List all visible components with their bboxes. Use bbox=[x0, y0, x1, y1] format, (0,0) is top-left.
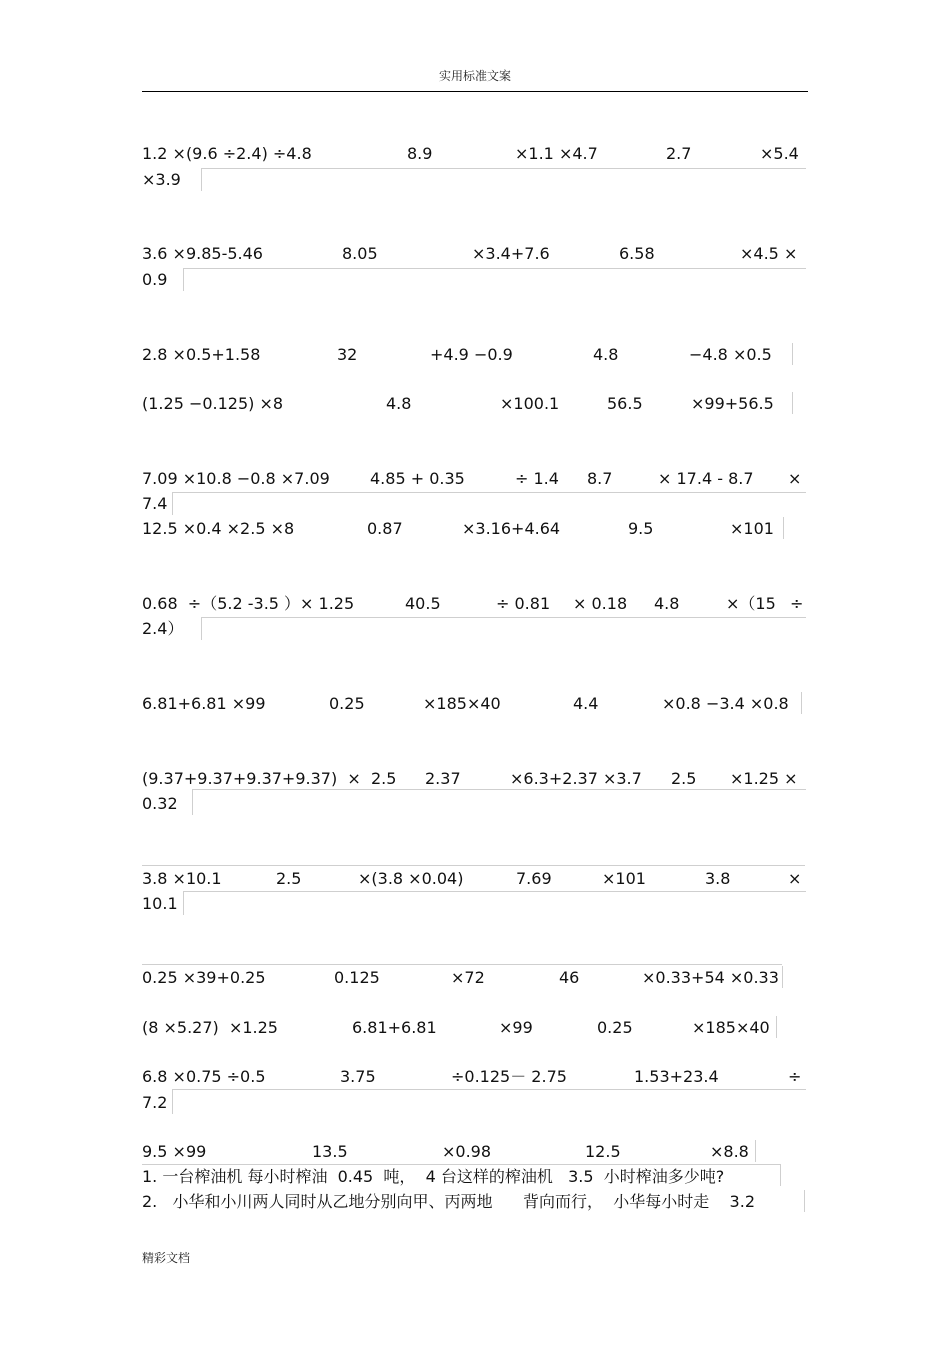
expression: ×3.4+7.6 bbox=[472, 244, 550, 263]
expression: 0.25 bbox=[329, 694, 365, 713]
expression: 12.5 ×0.4 ×2.5 ×8 bbox=[142, 519, 295, 538]
expression: 4.8 bbox=[386, 394, 412, 413]
expression: 2.5 bbox=[276, 869, 302, 888]
expression: +4.9 −0.9 bbox=[430, 345, 513, 364]
answer-box-edge bbox=[804, 1190, 805, 1212]
expression: ×185×40 bbox=[692, 1018, 770, 1037]
expression: 4.8 bbox=[654, 594, 680, 613]
answer-box-edge bbox=[783, 517, 784, 539]
expression: ×（15 bbox=[726, 594, 776, 613]
exercise-row-continuation: 7.4 bbox=[142, 494, 168, 513]
expression: ×101 bbox=[602, 869, 646, 888]
answer-box-edge bbox=[792, 343, 793, 365]
expression: ×99 bbox=[499, 1018, 533, 1037]
expression: ×4.5 × bbox=[740, 244, 798, 263]
expression: ×1.1 ×4.7 bbox=[515, 144, 598, 163]
expression: ×0.8 −3.4 ×0.8 bbox=[662, 694, 789, 713]
expression: 6.58 bbox=[619, 244, 655, 263]
expression: ×0.98 bbox=[442, 1142, 492, 1161]
expression: × 17.4 - 8.7 bbox=[658, 469, 754, 488]
expression: × bbox=[788, 869, 802, 888]
expression: ×0.33+54 ×0.33 bbox=[642, 968, 779, 987]
expression: 0.87 bbox=[367, 519, 403, 538]
expression: ÷ 1.4 bbox=[515, 469, 559, 488]
answer-box bbox=[183, 268, 806, 291]
expression: 0.25 bbox=[597, 1018, 633, 1037]
exercise-row-continuation: 0.9 bbox=[142, 270, 168, 289]
expression: ÷ 0.81 bbox=[496, 594, 551, 613]
expression: 4.8 bbox=[593, 345, 619, 364]
expression: 7.09 ×10.8 −0.8 ×7.09 bbox=[142, 469, 330, 488]
word-problem: 1. 一台榨油机 每小时榨油 0.45 吨， 4 台这样的榨油机 3.5 小时榨油多少吨? bbox=[142, 1167, 725, 1186]
word-problem: 2. 小华和小川两人同时从乙地分别向甲、丙两地 背向而行， 小华每小时走 3.2 bbox=[142, 1192, 756, 1211]
header-divider bbox=[142, 91, 808, 92]
answer-box-edge bbox=[755, 1140, 756, 1162]
expression: ×8.8 bbox=[710, 1142, 749, 1161]
answer-box-edge bbox=[780, 1164, 781, 1186]
expression: × 0.18 bbox=[573, 594, 628, 613]
expression: 4.85 + 0.35 bbox=[370, 469, 465, 488]
expression: 40.5 bbox=[405, 594, 441, 613]
expression: (9.37+9.37+9.37+9.37) × 2.5 bbox=[142, 769, 397, 788]
expression: 9.5 ×99 bbox=[142, 1142, 207, 1161]
expression: ÷ bbox=[788, 1067, 802, 1086]
expression: 46 bbox=[559, 968, 580, 987]
expression: 13.5 bbox=[312, 1142, 348, 1161]
exercise-row-continuation: 10.1 bbox=[142, 894, 178, 913]
expression: 32 bbox=[337, 345, 358, 364]
expression: 2.5 bbox=[671, 769, 697, 788]
answer-box bbox=[172, 492, 806, 515]
expression: 6.81+6.81 ×99 bbox=[142, 694, 266, 713]
expression: 2.8 ×0.5+1.58 bbox=[142, 345, 261, 364]
expression: ×101 bbox=[730, 519, 774, 538]
expression: 1.2 ×(9.6 ÷2.4) ÷4.8 bbox=[142, 144, 312, 163]
expression: 8.7 bbox=[587, 469, 613, 488]
expression: ×6.3+2.37 ×3.7 bbox=[510, 769, 642, 788]
answer-box-edge bbox=[801, 692, 802, 714]
expression: 12.5 bbox=[585, 1142, 621, 1161]
expression: ×5.4 bbox=[760, 144, 799, 163]
expression: 4.4 bbox=[573, 694, 599, 713]
expression: ×185×40 bbox=[423, 694, 501, 713]
exercise-row-continuation: 7.2 bbox=[142, 1093, 168, 1112]
expression: −4.8 ×0.5 bbox=[689, 345, 772, 364]
answer-box bbox=[183, 891, 806, 915]
answer-box-top bbox=[142, 964, 782, 969]
expression: (8 ×5.27) ×1.25 bbox=[142, 1018, 278, 1037]
exercise-row-continuation: ×3.9 bbox=[142, 170, 181, 189]
expression: 7.69 bbox=[516, 869, 552, 888]
expression: 6.8 ×0.75 ÷0.5 bbox=[142, 1067, 266, 1086]
expression: 1.53+23.4 bbox=[634, 1067, 719, 1086]
header-title: 实用标准文案 bbox=[438, 69, 511, 83]
expression: 3.8 ×10.1 bbox=[142, 869, 222, 888]
expression: 0.68 ÷（5.2 -3.5 ）× 1.25 bbox=[142, 594, 355, 613]
answer-box bbox=[172, 1089, 806, 1114]
answer-box-edge bbox=[782, 966, 783, 988]
expression: 0.25 ×39+0.25 bbox=[142, 968, 266, 987]
expression: 3.6 ×9.85-5.46 bbox=[142, 244, 263, 263]
answer-box bbox=[192, 789, 806, 815]
expression: ×100.1 bbox=[500, 394, 560, 413]
expression: 9.5 bbox=[628, 519, 654, 538]
expression: 0.125 bbox=[334, 968, 380, 987]
expression: 3.75 bbox=[340, 1067, 376, 1086]
expression: 8.05 bbox=[342, 244, 378, 263]
expression: 3.8 bbox=[705, 869, 731, 888]
expression: ×72 bbox=[451, 968, 485, 987]
expression: 6.81+6.81 bbox=[352, 1018, 437, 1037]
expression: 2.37 bbox=[425, 769, 461, 788]
answer-box-edge bbox=[792, 392, 793, 414]
expression: 56.5 bbox=[607, 394, 643, 413]
expression: ×(3.8 ×0.04) bbox=[358, 869, 464, 888]
answer-box-top bbox=[142, 865, 805, 870]
exercise-row-continuation: 0.32 bbox=[142, 794, 178, 813]
answer-box bbox=[201, 617, 806, 640]
expression: 2.7 bbox=[666, 144, 692, 163]
footer-text: 精彩文档 bbox=[142, 1251, 191, 1265]
expression: ×1.25 × bbox=[730, 769, 798, 788]
expression: ×99+56.5 bbox=[691, 394, 774, 413]
expression: ÷0.125－ 2.75 bbox=[451, 1067, 567, 1086]
expression: ×3.16+4.64 bbox=[462, 519, 561, 538]
exercise-row-continuation: 2.4） bbox=[142, 619, 184, 638]
expression: 8.9 bbox=[407, 144, 433, 163]
answer-box-edge bbox=[776, 1016, 777, 1038]
answer-box bbox=[201, 168, 806, 191]
expression: × bbox=[788, 469, 802, 488]
answer-box-top bbox=[142, 1164, 780, 1168]
expression: (1.25 −0.125) ×8 bbox=[142, 394, 284, 413]
expression: ÷ bbox=[790, 594, 804, 613]
